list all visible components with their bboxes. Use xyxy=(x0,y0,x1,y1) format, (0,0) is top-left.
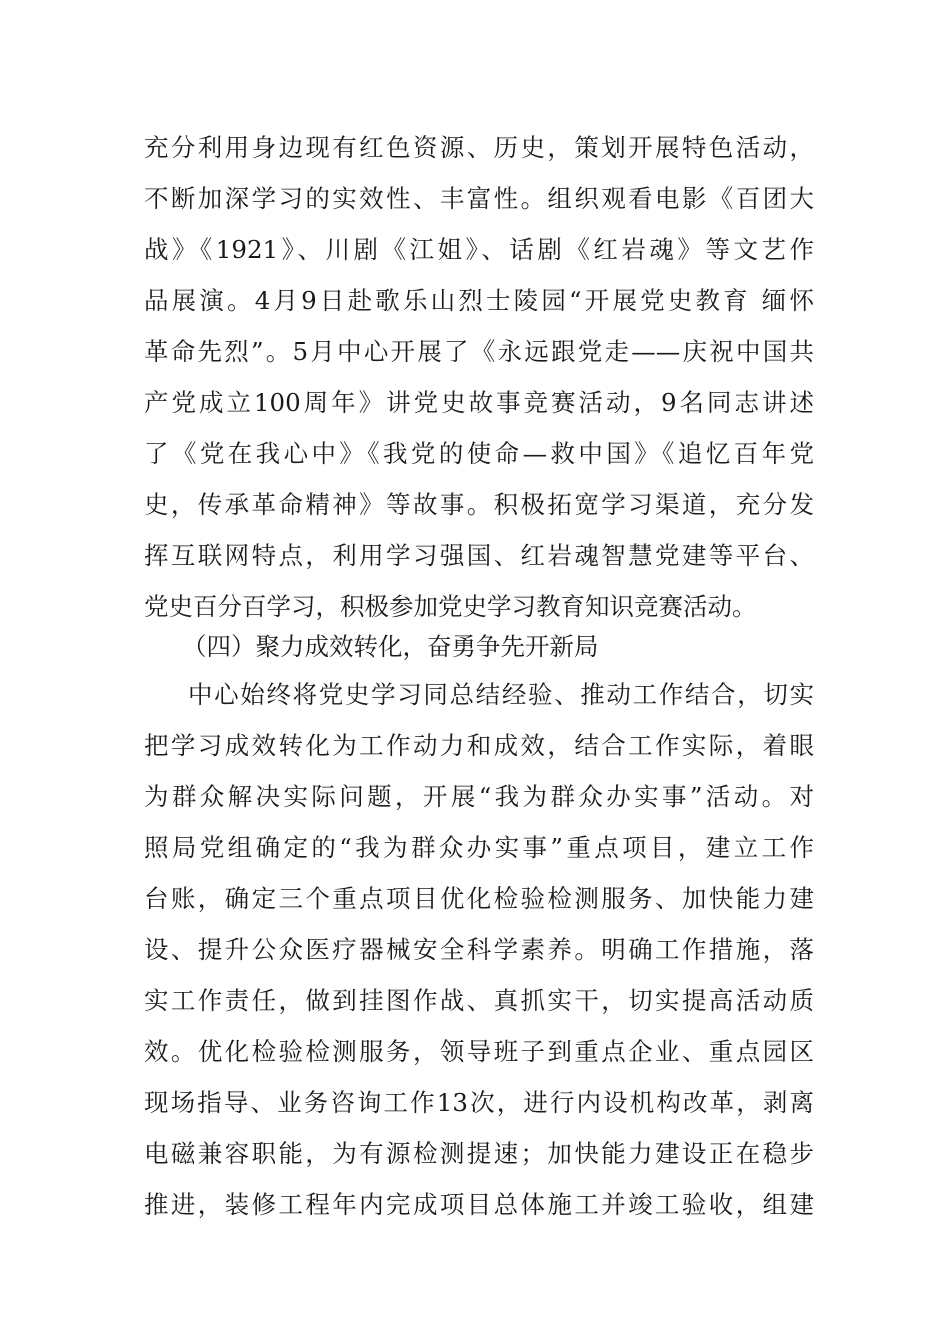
paragraph-line: 革命先烈”。5月中心开展了《永远跟党走——庆祝中国共 xyxy=(144,337,814,366)
paragraph-line: 战》《1921》、川剧《江姐》、话剧《红岩魂》等文艺作 xyxy=(144,235,814,264)
paragraph-line: 挥互联网特点，利用学习强国、红岩魂智慧党建等平台、 xyxy=(144,541,814,570)
paragraph-line: 中心始终将党史学习同总结经验、推动工作结合，切实 xyxy=(188,680,814,709)
paragraph-line: 实工作责任，做到挂图作战、真抓实干，切实提高活动质 xyxy=(144,986,814,1015)
paragraph-line: 台账，确定三个重点项目优化检验检测服务、加快能力建 xyxy=(144,884,814,913)
paragraph-line: 品展演。4月9日赴歌乐山烈士陵园“开展党史教育 缅怀 xyxy=(144,286,814,315)
paragraph-line: 推进，装修工程年内完成项目总体施工并竣工验收，组建 xyxy=(144,1190,814,1219)
paragraph-line: 把学习成效转化为工作动力和成效，结合工作实际，着眼 xyxy=(144,731,814,760)
paragraph-line: 设、提升公众医疗器械安全科学素养。明确工作措施，落 xyxy=(144,935,814,964)
paragraph-line: 产党成立100周年》讲党史故事竞赛活动，9名同志讲述 xyxy=(144,388,814,417)
paragraph-line: 充分利用身边现有红色资源、历史，策划开展特色活动， xyxy=(144,133,814,162)
paragraph-line: 不断加深学习的实效性、丰富性。组织观看电影《百团大 xyxy=(144,184,814,213)
paragraph-line: 为群众解决实际问题，开展“我为群众办实事”活动。对 xyxy=(144,782,814,811)
paragraph-line: 电磁兼容职能，为有源检测提速；加快能力建设正在稳步 xyxy=(144,1139,814,1168)
paragraph-line: 史，传承革命精神》等故事。积极拓宽学习渠道，充分发 xyxy=(144,490,814,519)
section-heading: （四）聚力成效转化，奋勇争先开新局 xyxy=(182,632,599,661)
paragraph-line: 照局党组确定的“我为群众办实事”重点项目，建立工作 xyxy=(144,833,814,862)
paragraph-line: 效。优化检验检测服务，领导班子到重点企业、重点园区 xyxy=(144,1037,814,1066)
paragraph-line: 现场指导、业务咨询工作13次，进行内设机构改革，剥离 xyxy=(144,1088,814,1117)
paragraph-line: 党史百分百学习，积极参加党史学习教育知识竞赛活动。 xyxy=(144,592,757,621)
paragraph-line: 了《党在我心中》《我党的使命—救中国》《追忆百年党 xyxy=(144,439,814,468)
